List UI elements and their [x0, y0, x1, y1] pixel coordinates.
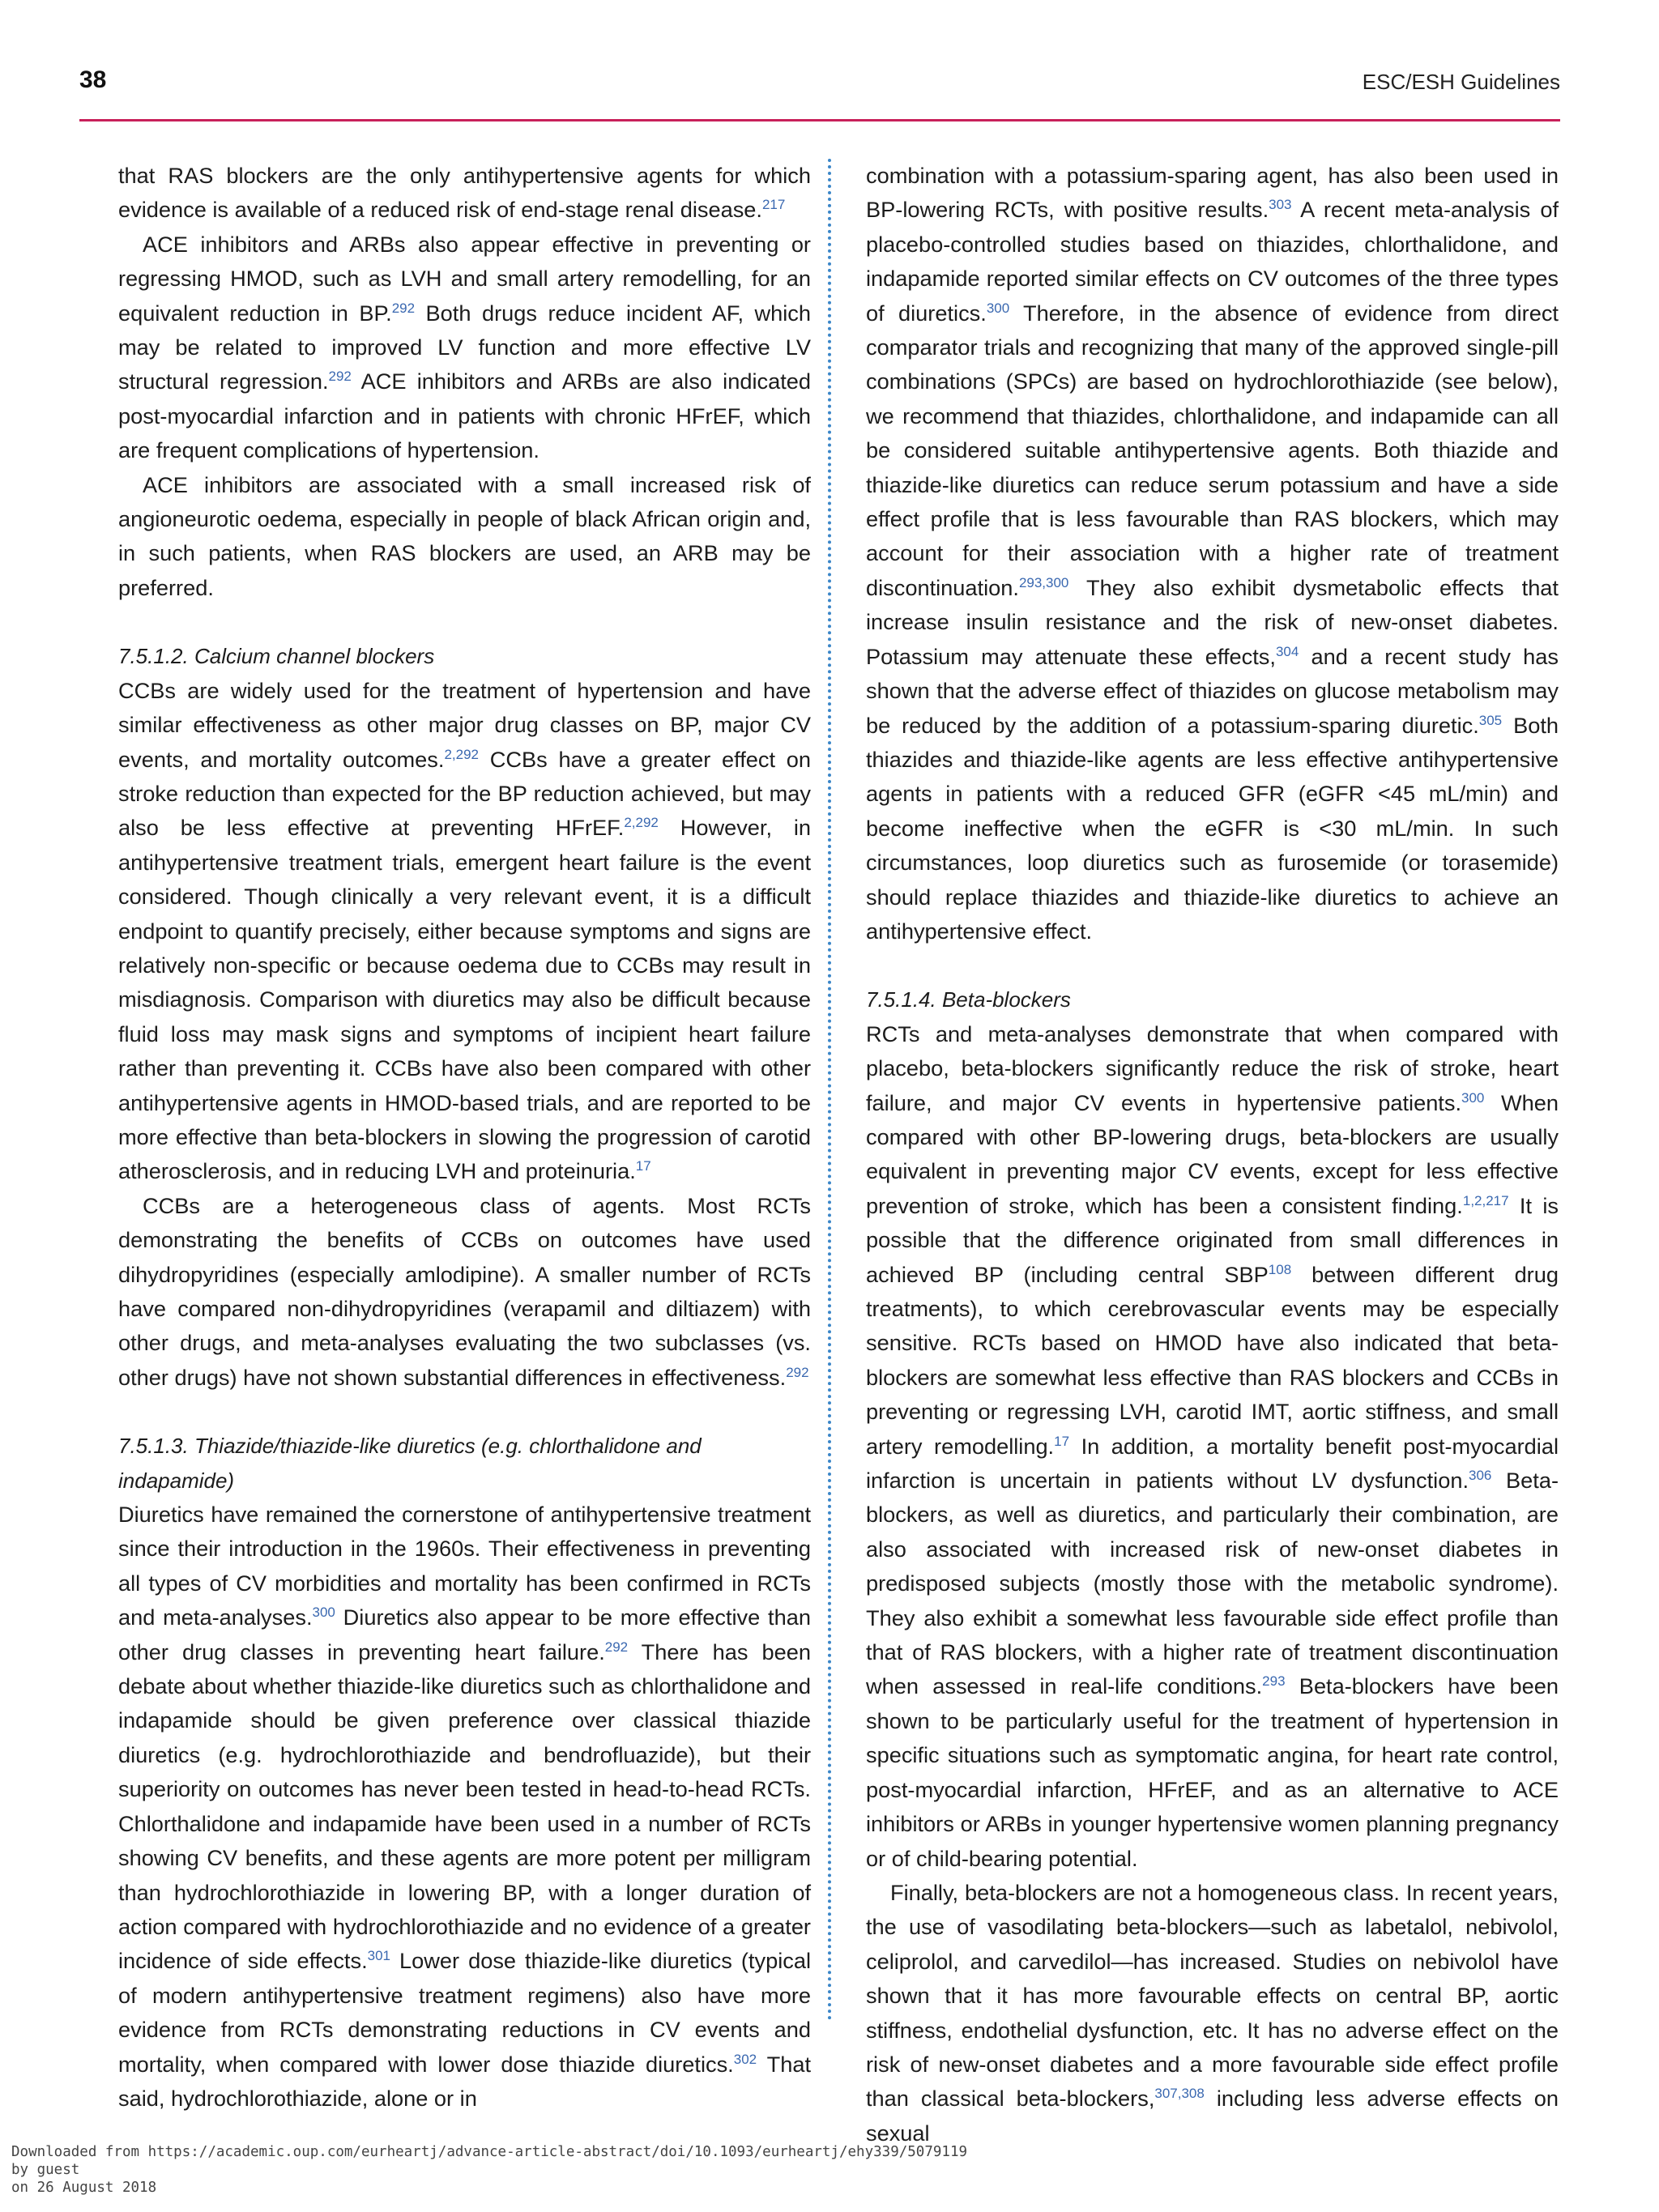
- paragraph: RCTs and meta-analyses demonstrate that when compared with placebo, beta-blockers significantly reduce the risk of stroke, heart failure, and major CV events in hypertensive patients.$^{300}$ When compared with other BP-lowering drugs, beta-blockers are usually equivalent in preventing major CV events, except for less effective prevention of stroke, which has been a consistent finding.$^{1,2,217}$ It is possible that the difference originated from small differences in achieved BP (including central SBP$^{108}$ between different drug treatments), to which cerebrovascular events may be especially sensitive. RCTs based on HMOD have also indicated that beta-blockers are somewhat less effective than RAS blockers and CCBs in preventing or regressing LVH, carotid IMT, aortic stiffness, and small artery remodelling.$^{17}$ In addition, a mortality benefit post-myocardial infarction is uncertain in patients without LV dysfunction.$^{306}$ Beta-blockers, as well as diuretics, and particularly their combination, are also associated with increased risk of new-onset diabetes in predisposed subjects (mostly those with the metabolic syndrome). They also exhibit a somewhat less favourable side effect profile than that of RAS blockers, with a higher rate of treatment discontinuation when assessed in real-life conditions.$^{293}$ Beta-blockers have been shown to be particularly useful for the treatment of hypertension in specific situations such as symptomatic angina, for heart rate control, post-myocardial infarction, HFrEF, and as an alternative to ACE inhibitors or ARBs in younger hypertensive women planning pregnancy or of child-bearing potential.: [866, 1021, 1559, 1871]
- citation-link[interactable]: 17: [1054, 1433, 1070, 1449]
- paragraph: ACE inhibitors are associated with a small increased risk of angioneurotic oedema, especially in people of black African origin and, in such patients, when RAS blockers are used, an ARB may be preferred.: [118, 471, 811, 600]
- paragraph: CCBs are a heterogeneous class of agents. Most RCTs demonstrating the benefits of CCBs on outcomes have used dihydropyridines (especially amlodipine). A smaller number of RCTs have compared non-dihydropyridines (verapamil and diltiazem) with other drugs, and meta-analyses evaluating the two subclasses (vs. other drugs) have not shown substantial differences in effectiveness.$^{292}$: [118, 1192, 811, 1390]
- paragraph: Finally, beta-blockers are not a homogeneous class. In recent years, the use of vasodilating beta-blockers—such as labetalol, nebivolol, celiprolol, and carvedilol—has increased. Studies on nebivolol have shown that it has more favourable effects on central BP, aortic stiffness, endothelial dysfunction, etc. It has no adverse effect on the risk of new-onset diabetes and a more favourable side effect profile than classical beta-blockers,$^{307,308}$ including less adverse effects on sexual: [866, 1879, 1559, 2146]
- citation-link[interactable]: 292: [391, 300, 416, 316]
- section-heading: 7.5.1.3. Thiazide/thiazide-like diuretics (e.g. chlorthalidone and indapamide): [118, 1434, 702, 1493]
- column-divider: [828, 159, 831, 2022]
- citation-link[interactable]: 293: [1262, 1673, 1286, 1690]
- citation-link[interactable]: 302: [733, 2051, 757, 2067]
- citation-link[interactable]: 2,292: [624, 815, 659, 831]
- citation-link[interactable]: 305: [1478, 712, 1503, 728]
- citation-link[interactable]: 300: [1461, 1089, 1485, 1106]
- paragraph: CCBs are widely used for the treatment of hypertension and have similar effectiveness as other major drug classes on BP, major CV events, and mortality outcomes.$^{2,292}$ CCBs have a greater effect on stroke reduction than expected for the BP reduction achieved, but may also be less effective at preventing HFrEF.$^{2,292}$ However, in antihypertensive treatment trials, emergent heart failure is the event considered. Though clinically a very relevant event, it is a difficult endpoint to quantify precisely, either because symptoms and signs are relatively non-specific or because oedema due to CCBs may result in misdiagnosis. Comparison with diuretics may also be difficult because fluid loss may mask signs and symptoms of incipient heart failure rather than preventing it. CCBs have also been compared with other antihypertensive agents in HMOD-based trials, and are reported to be more effective than beta-blockers in slowing the progression of carotid atherosclerosis, and in reducing LVH and proteinuria.$^{17}$: [118, 677, 812, 1184]
- citation-link[interactable]: 306: [1469, 1467, 1492, 1483]
- citation-link[interactable]: 303: [1269, 197, 1292, 213]
- download-footer: [11, 2143, 967, 2197]
- download-date-line: on 26 August 2018: [11, 2180, 157, 2196]
- citation-link[interactable]: 2,292: [444, 746, 479, 762]
- paragraph: Diuretics have remained the cornerstone of antihypertensive treatment since their introduction in the 1960s. Their effectiveness in preventing all types of CV morbidities and mortality has been confirmed in RCTs and meta-analyses.$^{300}$ Diuretics also appear to be more effective than other drug classes in preventing heart failure.$^{292}$ There has been debate about whether thiazide-like diuretics such as chlorthalidone and indapamide should be given preference over classical thiazide diuretics (e.g. hydrochlorothiazide and bendrofluazide), but their superiority on outcomes has never been tested in head-to-head RCTs. Chlorthalidone and indapamide have been used in a number of RCTs showing CV benefits, and these agents are more potent per milligram than hydrochlorothiazide in lowering BP, with a longer duration of action compared with hydrochlorothiazide and no evidence of a greater incidence of side effects.$^{301}$ Lower dose thiazide-like diuretics (typical of modern antihypertensive treatment regimens) also have more evidence from RCTs demonstrating reductions in CV events and mortality, when compared with lower dose thiazide diuretics.$^{302}$ That said, hydrochlorothiazide, alone or in: [118, 1502, 812, 2111]
- header-rule: [79, 119, 1560, 121]
- paragraph: ACE inhibitors and ARBs also appear effective in preventing or regressing HMOD, such as LVH and small artery remodelling, for an equivalent reduction in BP.$^{292}$ Both drugs reduce incident AF, which may be related to improved LV function and more effective LV structural regression.$^{292}$ ACE inhibitors and ARBs are also indicated post-myocardial infarction and in patients with chronic HFrEF, which are frequent complications of hypertension.: [118, 231, 811, 463]
- citation-link[interactable]: 217: [761, 197, 786, 213]
- citation-link[interactable]: 1,2,217: [1462, 1192, 1509, 1208]
- citation-link[interactable]: 293,300: [1018, 574, 1069, 590]
- citation-link[interactable]: 108: [1268, 1261, 1292, 1277]
- download-user-line: by guest: [11, 2162, 80, 2178]
- download-source-line: Downloaded from https://academic.oup.com/eurheartj/advance-article-abstract/doi/10.1093/eurheartj/ehy339/5079119: [11, 2144, 968, 2160]
- citation-link[interactable]: 300: [986, 300, 1010, 316]
- section-heading: 7.5.1.4. Beta-blockers: [866, 987, 1071, 1012]
- citation-link[interactable]: 292: [604, 1639, 629, 1655]
- citation-link[interactable]: 300: [312, 1605, 335, 1621]
- citation-link[interactable]: 301: [367, 1948, 390, 1964]
- paragraph: that RAS blockers are the only antihypertensive agents for which evidence is available of a reduced risk of end-stage renal disease.$^{217}$: [118, 163, 811, 223]
- citation-link[interactable]: 292: [328, 369, 352, 385]
- right-column: [866, 159, 1559, 2150]
- citation-link[interactable]: 307,308: [1154, 2086, 1205, 2102]
- section-heading: 7.5.1.2. Calcium channel blockers: [118, 644, 435, 669]
- left-column: [118, 159, 811, 2116]
- running-title: ESC/ESH Guidelines: [1362, 70, 1560, 94]
- citation-link[interactable]: 292: [786, 1364, 809, 1380]
- page-number: 38: [79, 66, 107, 93]
- citation-link[interactable]: 17: [635, 1158, 651, 1174]
- paragraph: combination with a potassium-sparing agent, has also been used in BP-lowering RCTs, with positive results.$^{303}$ A recent meta-analysis of placebo-controlled studies based on thiazides, chlorthalidone, and indapamide reported similar effects on CV outcomes of the three types of diuretics.$^{300}$ Therefore, in the absence of evidence from direct comparator trials and recognizing that many of the approved single-pill combinations (SPCs) are based on hydrochlorothiazide (see below), we recommend that thiazides, chlorthalidone, and indapamide can all be considered suitable antihypertensive agents. Both thiazide and thiazide-like diuretics can reduce serum potassium and have a side effect profile that is less favourable than RAS blockers, which may account for their association with a higher rate of treatment discontinuation.$^{293,300}$ They also exhibit dysmetabolic effects that increase insulin resistance and the risk of new-onset diabetes. Potassium may attenuate these effects,$^{304}$ and a recent study has shown that the adverse effect of thiazides on glucose metabolism may be reduced by the addition of a potassium-sparing diuretic.$^{305}$ Both thiazides and thiazide-like agents are less effective antihypertensive agents in patients with a reduced GFR (eGFR <45 mL/min) and become ineffective when the eGFR is <30 mL/min. In such circumstances, loop diuretics such as furosemide (or torasemide) should replace thiazides and thiazide-like diuretics to achieve an antihypertensive effect.: [866, 163, 1559, 944]
- citation-link[interactable]: 304: [1275, 643, 1299, 659]
